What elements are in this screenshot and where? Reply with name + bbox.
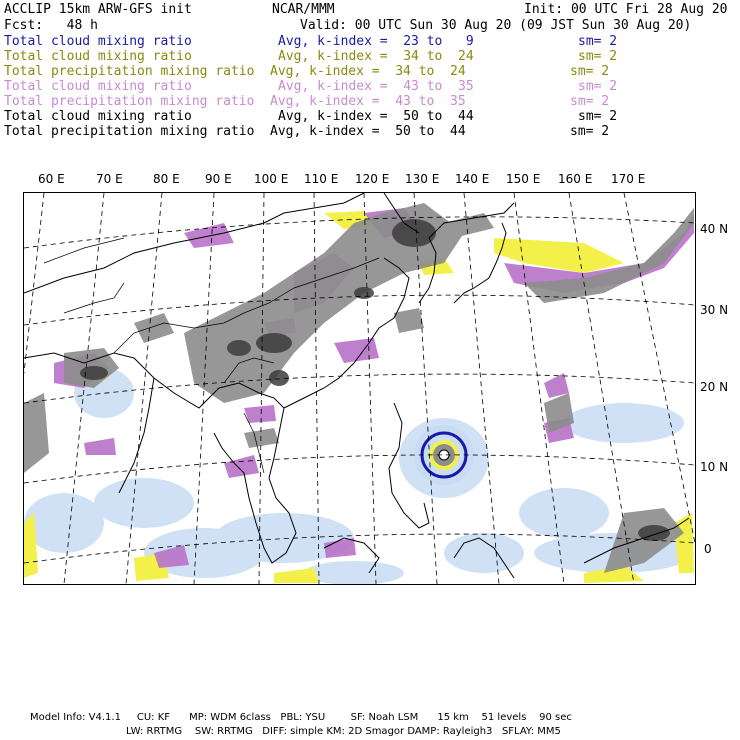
lat-label-30n: 30 N <box>700 303 729 317</box>
field-4-name: Total cloud mixing ratio <box>4 79 192 94</box>
field-7-sm: sm= 2 <box>570 124 610 139</box>
lon-label-170: 170 E <box>611 172 646 186</box>
field-1-sm: sm= 2 <box>578 34 618 49</box>
lon-label-90: 90 E <box>205 172 232 186</box>
map-canvas <box>24 193 695 584</box>
weather-map <box>23 192 696 585</box>
lon-label-60: 60 E <box>38 172 65 186</box>
forecast-hour: Fcst: 48 h <box>4 18 98 33</box>
lon-label-80: 80 E <box>153 172 180 186</box>
init-time: Init: 00 UTC Fri 28 Aug 20 <box>524 2 728 17</box>
field-5-name: Total precipitation mixing ratio <box>4 94 255 109</box>
model-title: ACCLIP 15km ARW-GFS init <box>4 2 192 17</box>
center-name: NCAR/MMM <box>272 2 335 17</box>
lon-label-120: 120 E <box>355 172 390 186</box>
lat-label-40n: 40 N <box>700 222 729 236</box>
lon-label-100: 100 E <box>254 172 289 186</box>
field-4-sm: sm= 2 <box>578 79 618 94</box>
field-7-avg: Avg, k-index = 50 to 44 <box>270 124 466 139</box>
lon-label-110: 110 E <box>304 172 339 186</box>
lon-label-150: 150 E <box>506 172 541 186</box>
field-6-avg: Avg, k-index = 50 to 44 <box>278 109 474 124</box>
field-4-avg: Avg, k-index = 43 to 35 <box>278 79 474 94</box>
lon-label-160: 160 E <box>558 172 593 186</box>
model-info-line2: LW: RRTMG SW: RRTMG DIFF: simple KM: 2D Smagor DAMP: Rayleigh3 SFLAY: MM5 <box>126 726 561 737</box>
lon-label-130: 130 E <box>405 172 440 186</box>
field-2-name: Total cloud mixing ratio <box>4 49 192 64</box>
field-7-name: Total precipitation mixing ratio <box>4 124 255 139</box>
field-6-name: Total cloud mixing ratio <box>4 109 192 124</box>
valid-time: Valid: 00 UTC Sun 30 Aug 20 (09 JST Sun 30 Aug 20) <box>300 18 692 33</box>
field-3-name: Total precipitation mixing ratio <box>4 64 255 79</box>
field-5-sm: sm= 2 <box>570 94 610 109</box>
field-5-avg: Avg, k-index = 43 to 35 <box>270 94 466 109</box>
lon-label-140: 140 E <box>455 172 490 186</box>
model-info-line1: Model Info: V4.1.1 CU: KF MP: WDM 6class PBL: YSU SF: Noah LSM 15 km 51 levels 90 sec <box>30 712 572 723</box>
lat-label-0: 0 <box>704 542 712 556</box>
lat-label-10n: 10 N <box>700 460 729 474</box>
lon-label-70: 70 E <box>96 172 123 186</box>
field-1-avg: Avg, k-index = 23 to 9 <box>278 34 474 49</box>
field-3-avg: Avg, k-index = 34 to 24 <box>270 64 466 79</box>
field-1-name: Total cloud mixing ratio <box>4 34 192 49</box>
field-2-avg: Avg, k-index = 34 to 24 <box>278 49 474 64</box>
field-6-sm: sm= 2 <box>578 109 618 124</box>
field-3-sm: sm= 2 <box>570 64 610 79</box>
field-2-sm: sm= 2 <box>578 49 618 64</box>
lat-label-20n: 20 N <box>700 380 729 394</box>
